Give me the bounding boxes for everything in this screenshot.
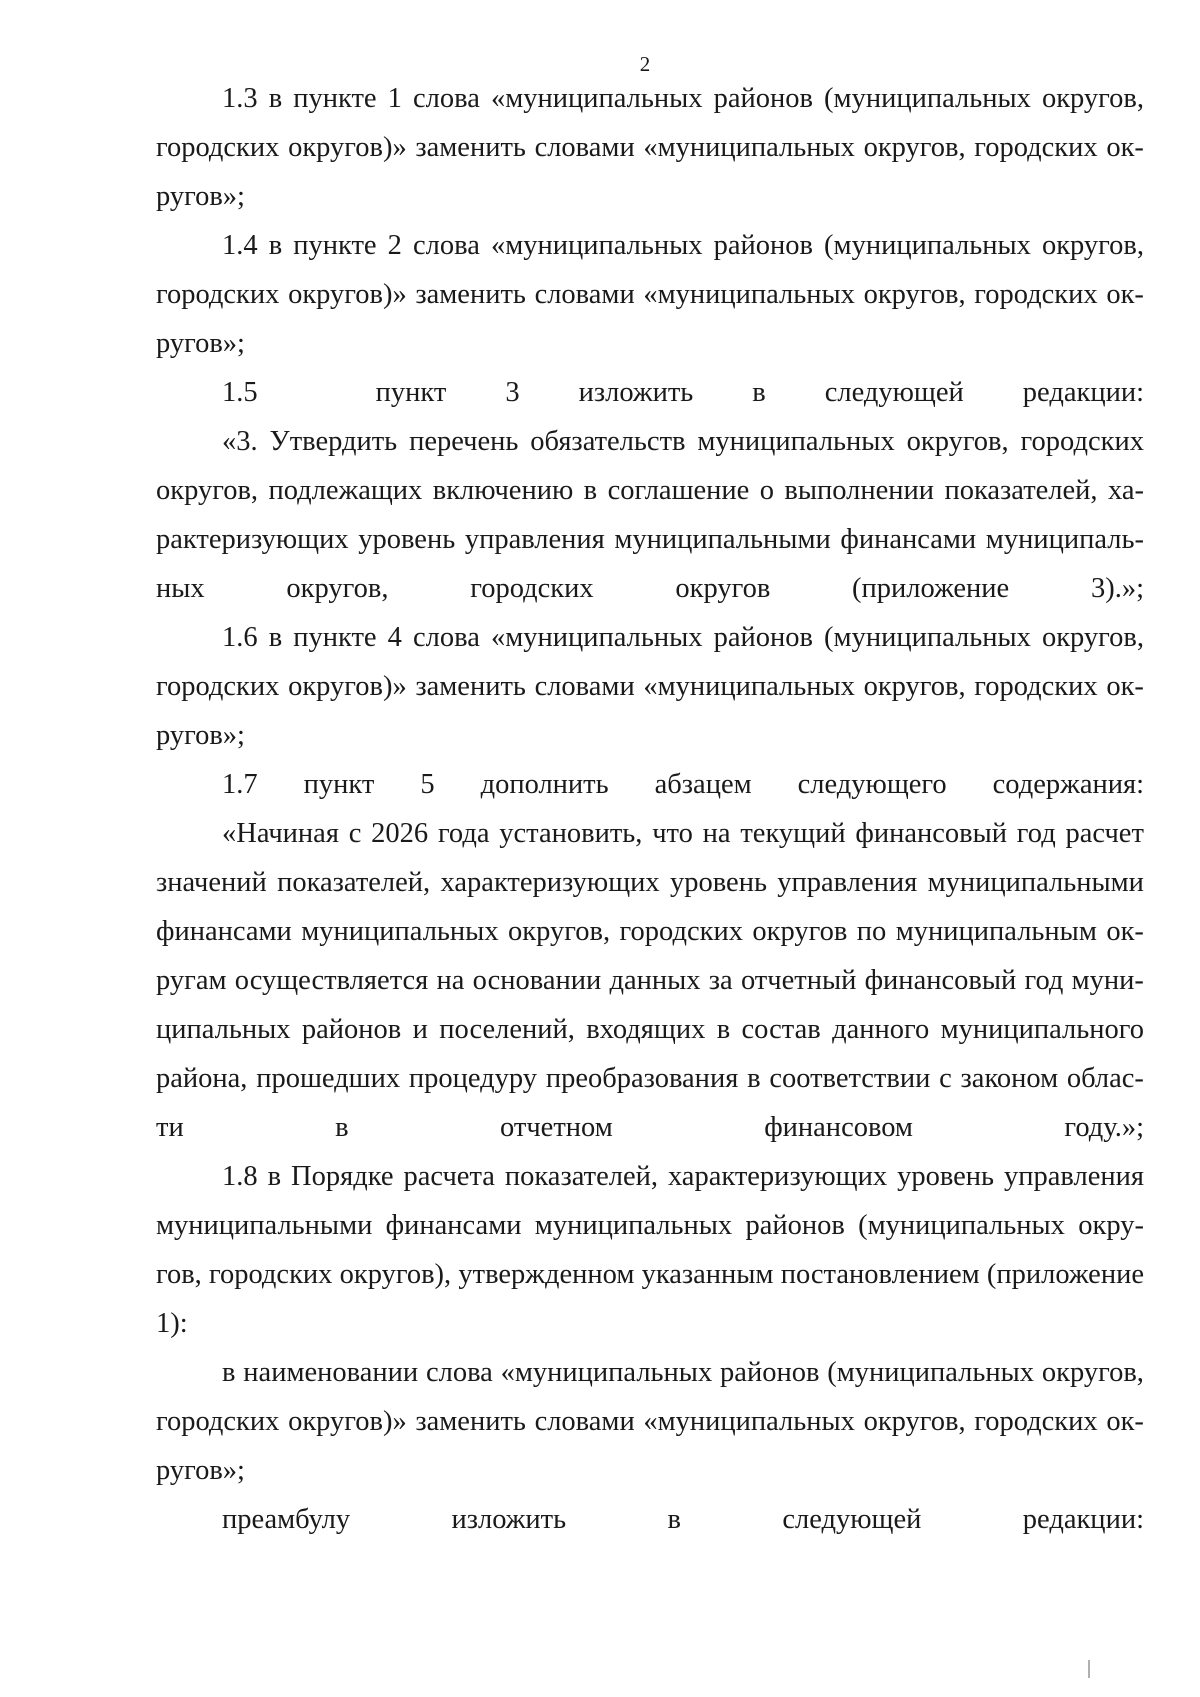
text-line: ти в отчетном финансовом году.»; [156, 1112, 1144, 1143]
paragraph-naimenovanie [156, 1348, 1144, 1495]
text-line: городских округов)» заменить словами «муниципальных округов, городских ок- [156, 671, 1144, 702]
text-line: округов, подлежащих включению в соглашение о выполнении показателей, ха- [156, 475, 1144, 506]
text-line: 1.8 в Порядке расчета показателей, характеризующих уровень управления [222, 1161, 1144, 1192]
text-line: ругов»; [156, 328, 245, 359]
text-line: городских округов)» заменить словами «муниципальных округов, городских ок- [156, 279, 1144, 310]
text-line: 1.5 пункт 3 изложить в следующей редакции: [222, 377, 1144, 408]
text-line: преамбулу изложить в следующей редакции: [222, 1504, 1144, 1535]
text-line: ругов»; [156, 181, 245, 212]
text-line: 1.3 в пункте 1 слова «муниципальных районов (муниципальных округов, [222, 83, 1144, 114]
text-line: района, прошедших процедуру преобразования в соответствии с законом облас- [156, 1063, 1144, 1094]
scan-edge-mark [1088, 1660, 1090, 1678]
text-line: городских округов)» заменить словами «муниципальных округов, городских ок- [156, 1406, 1144, 1437]
text-line: финансами муниципальных округов, городских округов по муниципальным ок- [156, 916, 1144, 947]
text-line: значений показателей, характеризующих уровень управления муниципальными [156, 867, 1144, 898]
text-line: ных округов, городских округов (приложение 3).»; [156, 573, 1144, 604]
text-line: 1.7 пункт 5 дополнить абзацем следующего содержания: [222, 769, 1144, 800]
text-line: ругов»; [156, 1455, 245, 1486]
paragraph-1-5-quote [156, 417, 1144, 613]
text-line: ругам осуществляется на основании данных за отчетный финансовый год муни- [156, 965, 1144, 996]
text-line: муниципальными финансами муниципальных районов (муниципальных окру- [156, 1210, 1144, 1241]
paragraph-1-7 [156, 760, 1144, 809]
paragraph-1-4 [156, 221, 1144, 368]
text-line: 1.4 в пункте 2 слова «муниципальных районов (муниципальных округов, [222, 230, 1144, 261]
text-line: «Начиная с 2026 года установить, что на текущий финансовый год расчет [222, 818, 1144, 849]
text-line: «3. Утвердить перечень обязательств муниципальных округов, городских [222, 426, 1144, 457]
text-line: рактеризующих уровень управления муниципальными финансами муниципаль- [156, 524, 1144, 555]
text-line: ругов»; [156, 720, 245, 751]
paragraph-preambula [156, 1495, 1144, 1544]
paragraph-1-5 [156, 368, 1144, 417]
page-number: 2 [639, 52, 651, 76]
paragraph-1-8 [156, 1152, 1144, 1348]
text-line: в наименовании слова «муниципальных районов (муниципальных округов, [222, 1357, 1144, 1388]
text-line: городских округов)» заменить словами «муниципальных округов, городских ок- [156, 132, 1144, 163]
paragraph-1-3 [156, 74, 1144, 221]
document-body [156, 74, 1144, 1544]
paragraph-1-7-quote [156, 809, 1144, 1152]
text-line: ципальных районов и поселений, входящих в состав данного муниципального [156, 1014, 1144, 1045]
text-line: гов, городских округов), утвержденном указанным постановлением (приложение [156, 1259, 1144, 1290]
text-line: 1): [156, 1308, 188, 1339]
text-line: 1.6 в пункте 4 слова «муниципальных районов (муниципальных округов, [222, 622, 1144, 653]
paragraph-1-6 [156, 613, 1144, 760]
